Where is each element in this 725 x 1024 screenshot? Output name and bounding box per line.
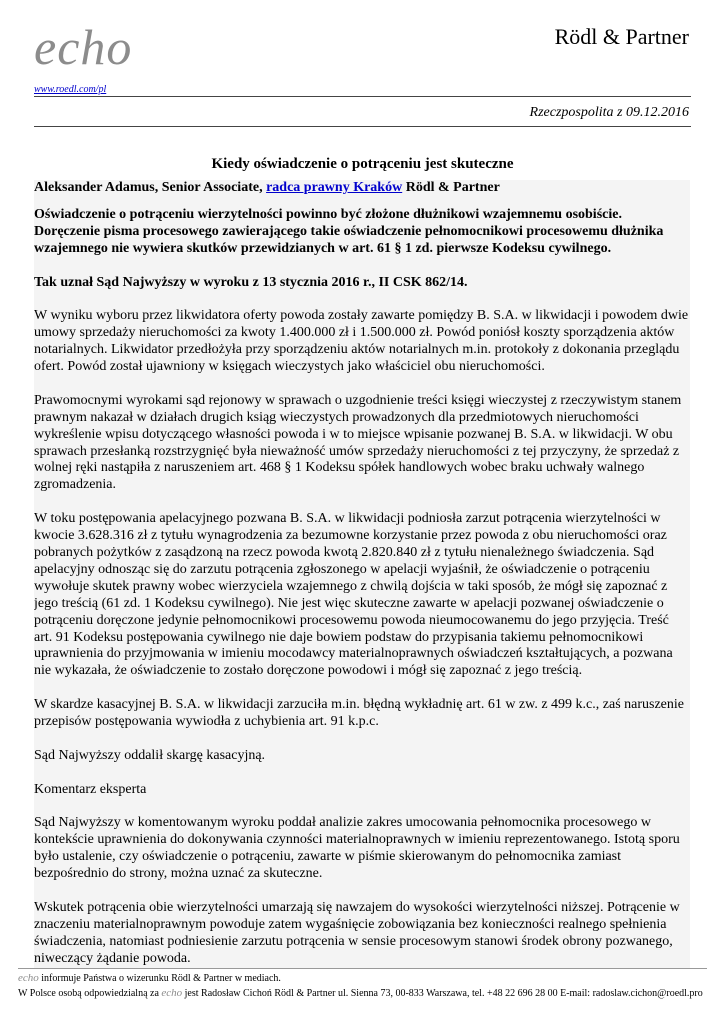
author-link[interactable]: radca prawny Kraków (266, 180, 403, 195)
body-paragraph: Sąd Najwyższy w komentowanym wyroku poddał analizie zakres umocowania pełnomocnika procesowego w kontekście uprawnienia do dokonywania czynności materialnoprawnych w imieniu reprezentowanego. Istotą sporu było ustalenie, czy oświadczenie o potrąceniu, zawarte w piśmie skierowanym do pełnomocnika zamiast bezpośrednio do strony, można uznać za skuteczne. (34, 815, 680, 882)
header-divider-top (34, 96, 691, 97)
section-heading: Komentarz eksperta (34, 781, 147, 797)
brand-name: Rödl & Partner (554, 24, 689, 49)
footer-text-2a: W Polsce osobą odpowiedzialną za (18, 988, 162, 999)
header-divider-bottom (34, 126, 691, 127)
author-line (34, 180, 690, 197)
body-paragraph: Prawomocnymi wyrokami sąd rejonowy w sprawach o uzgodnienie treści księgi wieczystej z rzeczywistym stanem prawnym nakazał w działach drugich ksiąg wieczystych prowadzonych dla przedmiotowych nieruchomości wykreślenie wpisu dotyczącego własności powoda i w to miejsce wpisanie pozwanej B. S.A. w likwidacji. W obu sprawach przesłanką rozstrzygnięć była nieważność umów sprzedaży nieruchomości z tej przyczyny, że sprzedaż z wolnej ręki nastąpiła z naruszeniem art. 468 § 1 Kodeksu spółek handlowych wobec braku uchwały walnego zgromadzenia. (34, 392, 682, 493)
ruling-paragraph: Tak uznał Sąd Najwyższy w wyroku z 13 stycznia 2016 r., II CSK 862/14. (34, 274, 468, 290)
author-suffix: Rödl & Partner (402, 180, 500, 195)
website-link[interactable]: www.roedl.com/pl (34, 84, 107, 95)
body-paragraph: W toku postępowania apelacyjnego pozwana B. S.A. w likwidacji podniosła zarzut potrącenia wierzytelności w kwocie 3.628.316 zł z tytułu wynagrodzenia za bezumowne korzystanie przez powoda z obu nieruchomości oraz pobranych pożytków z zasądzoną na rzecz powoda kwotą 2.820.840 zł z tytułu nienależnego świadczenia. Sąd apelacyjny odnosząc się do zarzutu potrącenia zgłoszonego w apelacji wyjaśnił, że oświadczenie o potrąceniu wywołuje skutek prawny wobec wierzyciela wzajemnego z chwilą dojścia w taki sposób, że mógł się zapoznać z jego treścią (61 zd. 1 Kodeksu cywilnego). Nie jest więc skuteczne zawarte w apelacji pozwanej oświadczenie o potrąceniu doręczone jedynie pełnomocnikowi procesowemu powoda nieumocowanemu do jego przyjęcia. Treść art. 91 Kodeksu postępowania cywilnego nie daje bowiem podstaw do przypisania takiemu pełnomocnikowi uprawnienia do przyjmowania w imieniu mocodawcy materialnoprawnych oświadczeń kształtujących, a pozwana nie wykazała, że oświadczenie to zostało doręczone powodowi i mógł się zapoznać z jego treścią. (34, 511, 673, 679)
footer-line-2 (18, 986, 707, 1001)
article-body (34, 180, 690, 968)
footer-text-2b: jest Radosław Cichoń Rödl & Partner ul. Sienna 73, 00-833 Warszawa, tel. +48 22 696 28 00 E-mail: radoslaw.cichon@roedl.pro (182, 988, 703, 999)
footer-echo-logo-2: echo (161, 987, 183, 999)
body-paragraph: W wyniku wyboru przez likwidatora oferty powoda zostały zawarte pomiędzy B. S.A. w likwidacji i powodem dwie umowy sprzedaży nieruchomości za kwoty 1.400.000 zł i 1.500.000 zł. Powód poniósł koszty sporządzenia aktów notarialnych. Likwidator przedłożyła przy sporządzeniu aktów notarialnych m.in. protokoły z dokonania przeglądu ofert. Powód został ujawniony w księgach wieczystych jako właściciel obu nieruchomości. (34, 308, 689, 375)
page-footer (18, 968, 707, 1001)
footer-line-1 (18, 971, 707, 986)
article-title: Kiedy oświadczenie o potrąceniu jest skuteczne (211, 156, 514, 172)
footer-echo-logo: echo (18, 972, 39, 984)
footer-text-1: informuje Państwa o wizerunku Rödl & Partner w mediach. (38, 973, 281, 984)
lead-paragraph: Oświadczenie o potrąceniu wierzytelności powinno być złożone dłużnikowi wzajemnemu osobiście. Doręczenie pisma procesowego zawierającego takie oświadczenie pełnomocnikowi procesowemu dłużnika wzajemnego nie wywiera skutków przewidzianych w art. 61 § 1 zd. pierwsze Kodeksu cywilnego. (34, 206, 664, 256)
body-paragraph: Sąd Najwyższy oddalił skargę kasacyjną. (34, 747, 266, 763)
body-paragraph: W skardze kasacyjnej B. S.A. w likwidacji zarzuciła m.in. błędną wykładnię art. 61 w zw. z 499 k.c., zaś naruszenie przepisów postępowania wywiodła z uchybienia art. 91 k.p.c. (34, 697, 685, 730)
body-paragraph: Wskutek potrącenia obie wierzytelności umarzają się nawzajem do wysokości wierzytelności niższej. Potrącenie w znaczeniu materialnoprawnym powoduje zatem wygaśnięcie zobowiązania bez konieczności realnego spełnienia świadczenia, natomiast podniesienie zarzutu potrącenia w sensie procesowym stanowi środek obrony pozwanego, niweczący żądanie powoda. (34, 899, 680, 966)
source-date: Rzeczpospolita z 09.12.2016 (529, 105, 689, 120)
echo-logo: echo (34, 19, 133, 75)
author-prefix: Aleksander Adamus, Senior Associate, (34, 180, 267, 195)
